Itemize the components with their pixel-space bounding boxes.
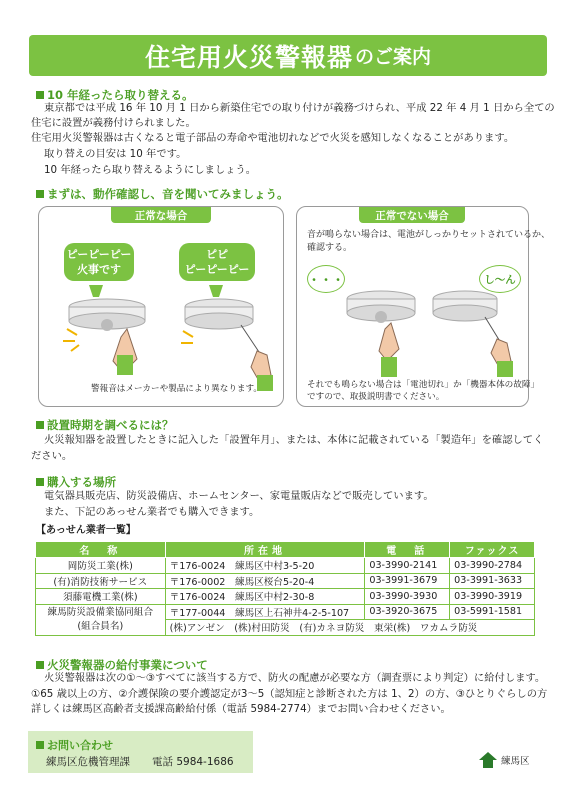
smoke-detector-icon bbox=[429, 285, 519, 377]
paragraph-line: 電気器具販売店、防災設備店、ホームセンター、家電量販店などで販売しています。 bbox=[44, 490, 434, 502]
contact-phone: 電話 5984-1686 bbox=[152, 756, 234, 768]
section-heading-text: まずは、動作確認し、音を聞いてみましょう。 bbox=[47, 187, 289, 201]
vendor-address: 〒176-0024 練馬区中村2-30-8 bbox=[165, 589, 365, 605]
normal-case-note: 警報音はメーカーや製品により異なります。 bbox=[91, 384, 263, 394]
section-heading-text: 火災警報器の給付事業について bbox=[47, 658, 208, 672]
table-header-row bbox=[36, 542, 535, 558]
abnormal-case-tab: 正常でない場合 bbox=[359, 207, 465, 223]
smoke-detector-icon bbox=[341, 285, 421, 377]
column-header: 所在地 bbox=[165, 542, 365, 558]
silence-bubble: し〜ん bbox=[479, 265, 521, 293]
page-subtitle: のご案内 bbox=[355, 46, 432, 68]
bubble-text: 火事です bbox=[77, 263, 121, 276]
column-header: ファックス bbox=[450, 542, 535, 558]
table-row bbox=[36, 604, 535, 620]
member-list: (株)アンゼン (株)村田防災 (有)カネヨ防災 東栄(株) ワカムラ防災 bbox=[165, 620, 534, 636]
vendor-table-title: 【あっせん業者一覧】 bbox=[36, 525, 136, 536]
paragraph-line: 住宅に設置が義務付けられました。 bbox=[31, 117, 196, 129]
vendor-fax: 03-3990-3919 bbox=[450, 589, 535, 605]
paragraph-line: 火災警報器は次の①〜③すべてに該当する方で、防火の配慮が必要な方（調査票により判定）に給付します。 bbox=[44, 672, 546, 684]
contact-heading-text: お問い合わせ bbox=[47, 739, 113, 752]
paragraph-line: 火災報知器を設置したときに記入した「設置年月」、または、本体に記載されている「製造年」を確認してく bbox=[44, 434, 544, 446]
bullet-square-icon bbox=[36, 741, 44, 749]
bullet-square-icon bbox=[36, 478, 44, 486]
abnormal-case-instruction: 音が鳴らない場合は、電池がしっかりセットされているか、 bbox=[307, 230, 551, 240]
abnormal-case-note: それでも鳴らない場合は「電池切れ」か「機器本体の故障」 bbox=[307, 380, 540, 390]
bubble-text: ピーピーピー bbox=[184, 263, 250, 276]
paragraph-line: ださい。 bbox=[31, 450, 73, 462]
vendor-name: (有)消防技術サービス bbox=[36, 573, 166, 589]
section-heading-text: 設置時期を調べるには？ bbox=[47, 418, 174, 432]
vendor-address: 〒177-0044 練馬区上石神井4-2-5-107 bbox=[165, 604, 365, 620]
bullet-square-icon bbox=[36, 190, 44, 198]
vendor-tel: 03-3920-3675 bbox=[365, 604, 450, 620]
vendor-name: 岡防災工業(株) bbox=[36, 558, 166, 574]
vendor-address: 〒176-0024 練馬区中村3-5-20 bbox=[165, 558, 365, 574]
paragraph-line: 東京都では平成 16 年 10 月 1 日から新築住宅での取り付けが義務づけられ、平成 22 年 4 月 1 日から全ての bbox=[44, 102, 555, 114]
normal-case-tab: 正常な場合 bbox=[111, 207, 211, 223]
page-title-banner bbox=[29, 35, 547, 76]
column-header: 名 称 bbox=[36, 542, 166, 558]
paragraph-line: 取り替えの目安は 10 年です。 bbox=[44, 148, 187, 160]
nerima-emblem-icon bbox=[478, 751, 498, 769]
contact-box bbox=[28, 731, 253, 773]
city-name: 練馬区 bbox=[501, 756, 530, 767]
section-heading-text: 10 年経ったら取り替える。 bbox=[47, 88, 194, 102]
vendor-name bbox=[36, 604, 166, 635]
vendor-fax: 03-3991-3633 bbox=[450, 573, 535, 589]
vendor-fax: 03-3990-2784 bbox=[450, 558, 535, 574]
table-row bbox=[36, 558, 535, 574]
vendor-table bbox=[35, 541, 535, 636]
silence-bubble: ・・・ bbox=[307, 265, 345, 293]
vendor-name-line: (組合員名) bbox=[77, 620, 124, 632]
paragraph-line: 10 年経ったら取り替えるようにしましょう。 bbox=[44, 164, 257, 176]
table-row bbox=[36, 589, 535, 605]
vendor-tel: 03-3990-2141 bbox=[365, 558, 450, 574]
paragraph-line: 詳しくは練馬区高齢者支援課高齢給付係（電話 5984-2774）までお問い合わせください。 bbox=[31, 703, 451, 715]
bubble-text: ピーピーピー bbox=[66, 248, 132, 261]
vendor-name-line: 練馬防災設備業協同組合 bbox=[47, 606, 154, 618]
table-row bbox=[36, 573, 535, 589]
column-header: 電 話 bbox=[365, 542, 450, 558]
section-heading-install-date bbox=[36, 417, 174, 433]
vendor-tel: 03-3990-3930 bbox=[365, 589, 450, 605]
paragraph-line: ①65 歳以上の方、②介護保険の要介護認定が3〜5（認知症と診断された方は 1、2）の方、③ひとりぐらしの方 bbox=[31, 688, 548, 700]
normal-case-panel bbox=[38, 206, 284, 407]
contact-department: 練馬区危機管理課 bbox=[46, 756, 130, 768]
vendor-name: 須藤電機工業(株) bbox=[36, 589, 166, 605]
section-heading-purchase bbox=[36, 474, 116, 490]
bubble-text: ピピ bbox=[206, 248, 228, 261]
abnormal-case-panel bbox=[296, 206, 551, 407]
bullet-square-icon bbox=[36, 91, 44, 99]
section-heading-text: 購入する場所 bbox=[47, 475, 116, 489]
city-logo bbox=[478, 751, 530, 769]
section-heading-test bbox=[36, 186, 289, 202]
bullet-square-icon bbox=[36, 661, 44, 669]
smoke-detector-icon bbox=[179, 285, 275, 391]
bullet-square-icon bbox=[36, 421, 44, 429]
alarm-sound-bubble bbox=[64, 243, 134, 281]
page-title: 住宅用火災警報器 bbox=[144, 42, 353, 72]
smoke-detector-icon bbox=[59, 285, 155, 377]
paragraph-line: 住宅用火災警報器は古くなると電子部品の寿命や電池切れなどで火災を感知しなくなることがあります。 bbox=[31, 132, 515, 144]
contact-heading bbox=[36, 737, 113, 753]
abnormal-case-note: ですので、取扱説明書でください。 bbox=[307, 392, 445, 402]
alarm-sound-bubble bbox=[179, 243, 255, 281]
vendor-address: 〒176-0002 練馬区桜台5-20-4 bbox=[165, 573, 365, 589]
vendor-tel: 03-3991-3679 bbox=[365, 573, 450, 589]
abnormal-case-instruction: 確認する。 bbox=[307, 243, 353, 253]
vendor-fax: 03-5991-1581 bbox=[450, 604, 535, 620]
paragraph-line: また、下記のあっせん業者でも購入できます。 bbox=[44, 506, 260, 518]
